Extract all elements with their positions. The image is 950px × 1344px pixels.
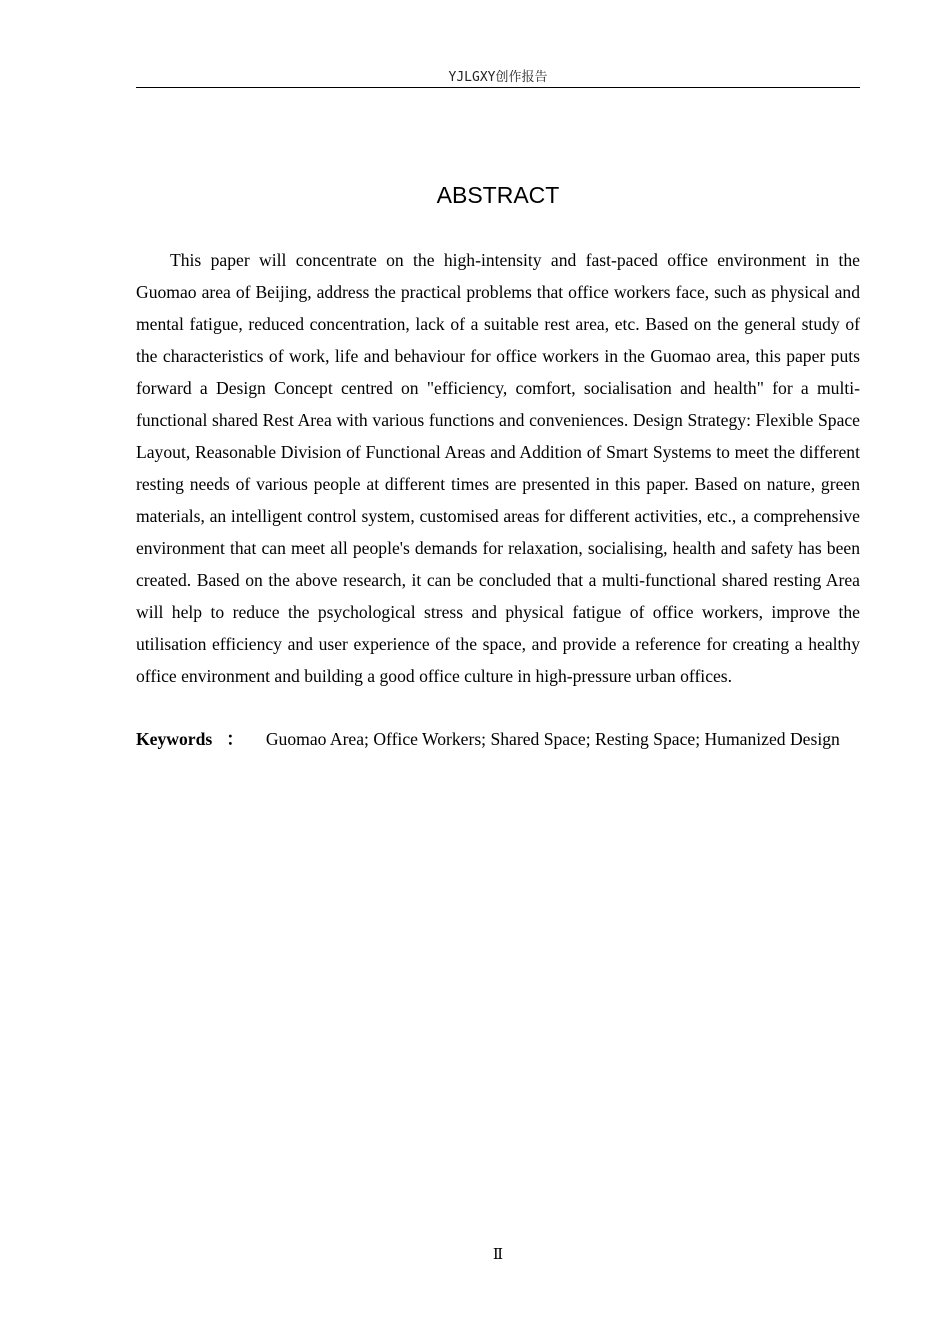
- keywords-text: Guomao Area; Office Workers; Shared Space; Resting Space; Humanized Design: [265, 729, 840, 749]
- abstract-body: This paper will concentrate on the high-intensity and fast-paced office environment in the Guomao area of Beijing, address the practical problems that office workers face, such as physical and mental fatigue, reduced concentration, lack of a suitable rest area, etc. Based on the general study of the characteristics of work, life and behaviour for office workers in the Guomao area, this paper puts forward a Design Concept centred on "efficiency, comfort, socialisation and health" for a multi-functional shared Rest Area with various functions and conveniences. Design Strategy: Flexible Space Layout, Reasonable Division of Functional Areas and Addition of Smart Systems to meet the different resting needs of various people at different times are presented in this paper. Based on nature, green materials, an intelligent control system, customised areas for different activities, etc., a comprehensive environment that can meet all people's demands for relaxation, socialising, health and safety has been created. Based on the above research, it can be concluded that a multi-functional shared resting Area will help to reduce the psychological stress and physical fatigue of office workers, improve the utilisation efficiency and user experience of the space, and provide a reference for creating a healthy office environment and building a good office culture in high-pressure urban offices.: [136, 250, 860, 686]
- keywords-separator: ：: [226, 729, 244, 749]
- keywords-paragraph: [136, 723, 860, 755]
- keywords-label: Keywords: [136, 729, 213, 749]
- abstract-title: ABSTRACT: [436, 182, 560, 208]
- page-header: [136, 68, 860, 88]
- header-text: YJLGXY创作报告: [448, 70, 548, 85]
- page-number: Ⅱ: [492, 1247, 504, 1263]
